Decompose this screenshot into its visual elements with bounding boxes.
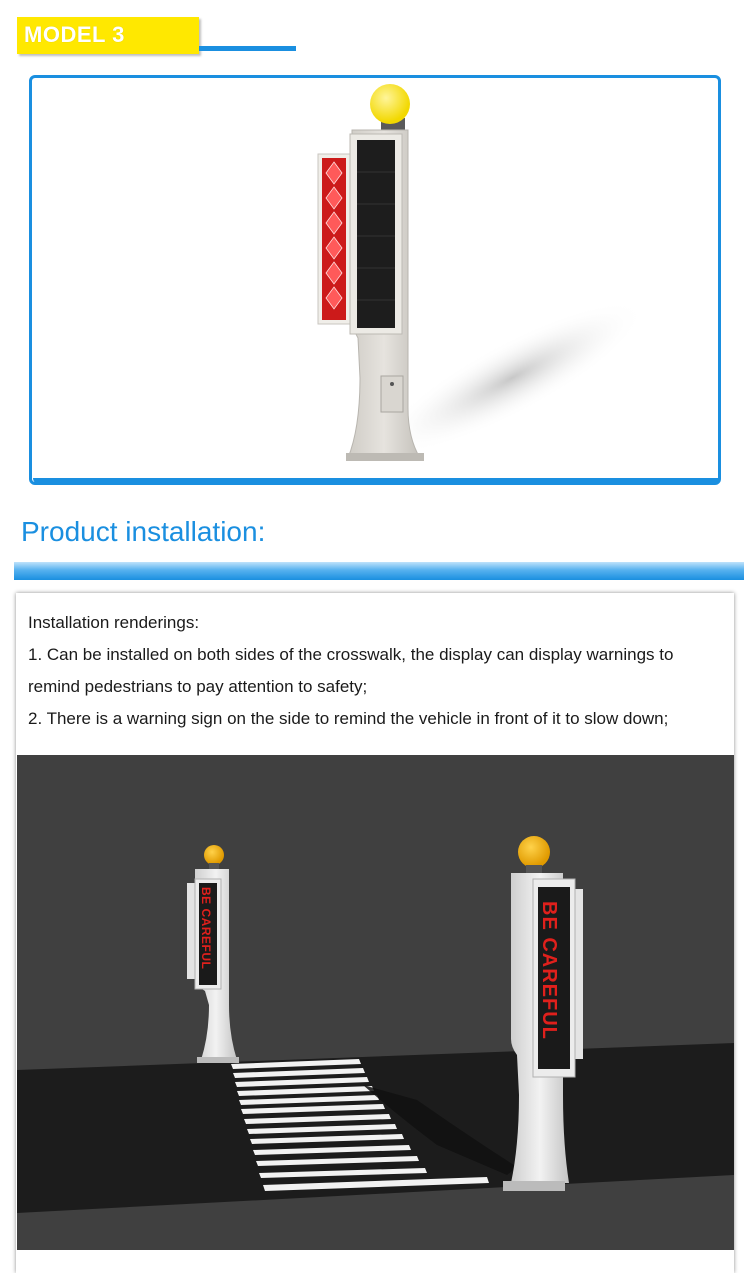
model-underline [199,46,296,51]
left-sign-text: BE CAREFUL [199,887,213,970]
section-title: Product installation: [21,516,266,547]
installation-point-2: 2. There is a warning sign on the side to remind the vehicle in front of it to slow down; [28,709,669,728]
product-frame-bottom-bar [33,478,719,484]
product-image-frame [29,75,721,485]
installation-heading: Installation renderings: [28,613,200,632]
right-sign-text: BE CAREFUL [538,901,560,1040]
solar-warning-sign-icon [32,78,718,482]
crosswalk-installation-scene [17,755,734,1250]
model-label: MODEL 3 [24,22,125,47]
installation-point-1: 1. Can be installed on both sides of the crosswalk, the display can display warnings to remind pedestrians to pay attention to safety; [28,645,674,696]
section-divider-bar [14,562,744,580]
installation-card [16,593,734,1273]
installation-text [28,607,728,735]
